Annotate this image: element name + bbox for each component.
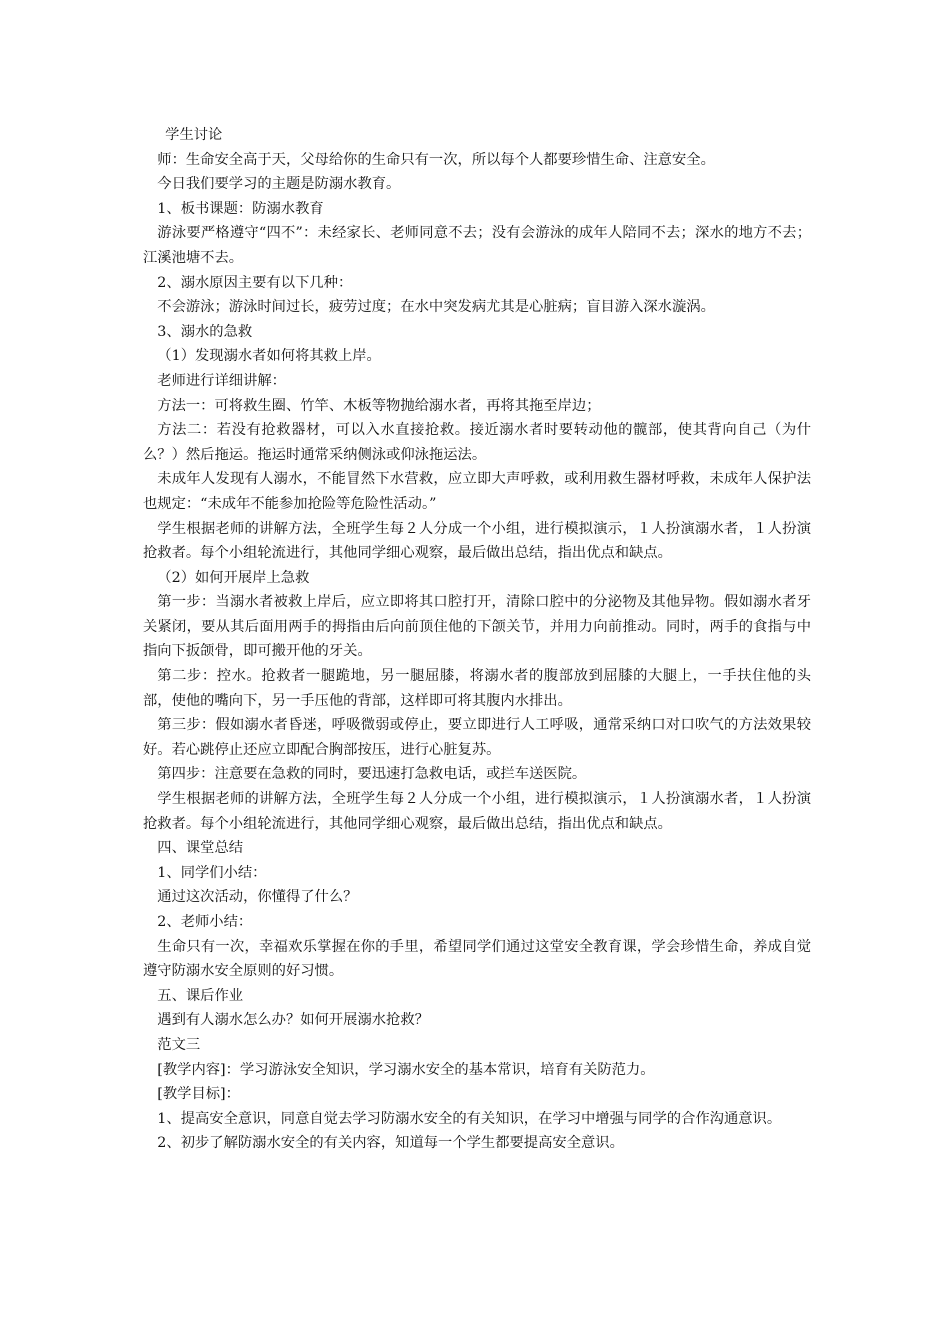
paragraph-minor-warning: 未成年人发现有人溺水，不能冒然下水营救，应立即大声呼救，或利用救生器材呼救，未成年人保护法也规定：“未成年不能参加抢险等危险性活动。” xyxy=(143,471,811,512)
paragraph-section-1-title: 1、板书课题：防溺水教育 xyxy=(157,200,324,217)
paragraph-step-4: 第四步：注意要在急救的同时，要迅速打急救电话，或拦车送医院。 xyxy=(157,766,587,783)
document-body xyxy=(143,123,811,1156)
paragraph-life-once: 生命只有一次，幸福欢乐掌握在你的手里，希望同学们通过这堂安全教育课，学会珍惜生命，养成自觉遵守防溺水安全原则的好习惯。 xyxy=(143,938,811,980)
paragraph-goal-2: 2、初步了解防溺水安全的有关内容，知道每一个学生都要提高安全意识。 xyxy=(157,1135,624,1152)
paragraph-goal-1: 1、提高安全意识，同意自觉去学习防溺水安全的有关知识，在学习中增强与同学的合作沟通意识。 xyxy=(157,1110,782,1127)
paragraph-student-discussion: 学生讨论 xyxy=(165,127,223,143)
paragraph-subsection-2: （2）如何开展岸上急救 xyxy=(157,569,310,586)
paragraph-homework: 遇到有人溺水怎么办？如何开展溺水抢救？ xyxy=(157,1012,429,1029)
paragraph-step-2: 第二步：控水。抢救者一腿跪地，另一腿屈膝，将溺水者的腹部放到屈膝的大腿上，一手扶住他的头部，使他的嘴向下，另一手压他的背部，这样即可将其腹内水排出。 xyxy=(143,668,811,709)
paragraph-teacher-explain: 老师进行详细讲解： xyxy=(157,372,286,389)
paragraph-subsection-1: （1）发现溺水者如何将其救上岸。 xyxy=(157,348,381,365)
paragraph-teacher-intro: 师：生命安全高于天，父母给你的生命只有一次，所以每个人都要珍惜生命、注意安全。 xyxy=(157,151,715,168)
paragraph-summary-question: 通过这次活动，你懂得了什么？ xyxy=(157,889,358,906)
paragraph-topic: 今日我们要学习的主题是防溺水教育。 xyxy=(157,176,401,193)
paragraph-group-practice-2: 学生根据老师的讲解方法，全班学生每２人分成一个小组，进行模拟演示，１人扮演溺水者，１人扮演抢救者。每个小组轮流进行，其他同学细心观察，最后做出总结，指出优点和缺点。 xyxy=(143,791,811,832)
paragraph-section-2-title: 2、溺水原因主要有以下几种： xyxy=(157,274,353,291)
paragraph-group-practice-1: 学生根据老师的讲解方法，全班学生每２人分成一个小组，进行模拟演示，１人扮演溺水者，１人扮演抢救者。每个小组轮流进行，其他同学细心观察，最后做出总结，指出优点和缺点。 xyxy=(143,520,811,562)
paragraph-student-summary: 1、同学们小结： xyxy=(157,864,267,881)
paragraph-four-rules: 游泳要严格遵守“四不”：未经家长、老师同意不去；没有会游泳的成年人陪同不去；深水的地方不去；江溪池塘不去。 xyxy=(143,225,811,266)
paragraph-section-3-title: 3、溺水的急救 xyxy=(157,323,253,340)
paragraph-step-3: 第三步：假如溺水者昏迷，呼吸微弱或停止，要立即进行人工呼吸，通常采纳口对口吹气的方法效果较好。若心跳停止还应立即配合胸部按压，进行心脏复苏。 xyxy=(143,717,811,758)
paragraph-section-5-title: 五、课后作业 xyxy=(157,987,244,1004)
paragraph-drowning-causes: 不会游泳；游泳时间过长，疲劳过度；在水中突发病尤其是心脏病；盲目游入深水漩涡。 xyxy=(157,299,715,316)
paragraph-teaching-goals-title: [教学目标]： xyxy=(157,1086,240,1103)
paragraph-teaching-content: [教学内容]：学习游泳安全知识，学习溺水安全的基本常识，培育有关防范力。 xyxy=(157,1061,655,1078)
paragraph-step-1: 第一步：当溺水者被救上岸后，应立即将其口腔打开，清除口腔中的分泌物及其他异物。假如溺水者牙关紧闭，要从其后面用两手的拇指由后向前顶住他的下颌关节，并用力向前推动。同时，两手的食指与中指向下扳颌骨，即可搬开他的牙关。 xyxy=(143,594,811,660)
paragraph-teacher-summary: 2、老师小结： xyxy=(157,914,253,930)
paragraph-method-2: 方法二：若没有抢救器材，可以入水直接抢救。接近溺水者时要转动他的髋部，使其背向自己（为什么？）然后拖运。拖运时通常采纳侧泳或仰泳拖运法。 xyxy=(143,422,811,463)
paragraph-method-1: 方法一：可将救生圈、竹竿、木板等物抛给溺水者，再将其拖至岸边； xyxy=(157,397,601,414)
paragraph-section-4-title: 四、课堂总结 xyxy=(157,840,244,857)
paragraph-sample-3-title: 范文三 xyxy=(157,1036,201,1053)
